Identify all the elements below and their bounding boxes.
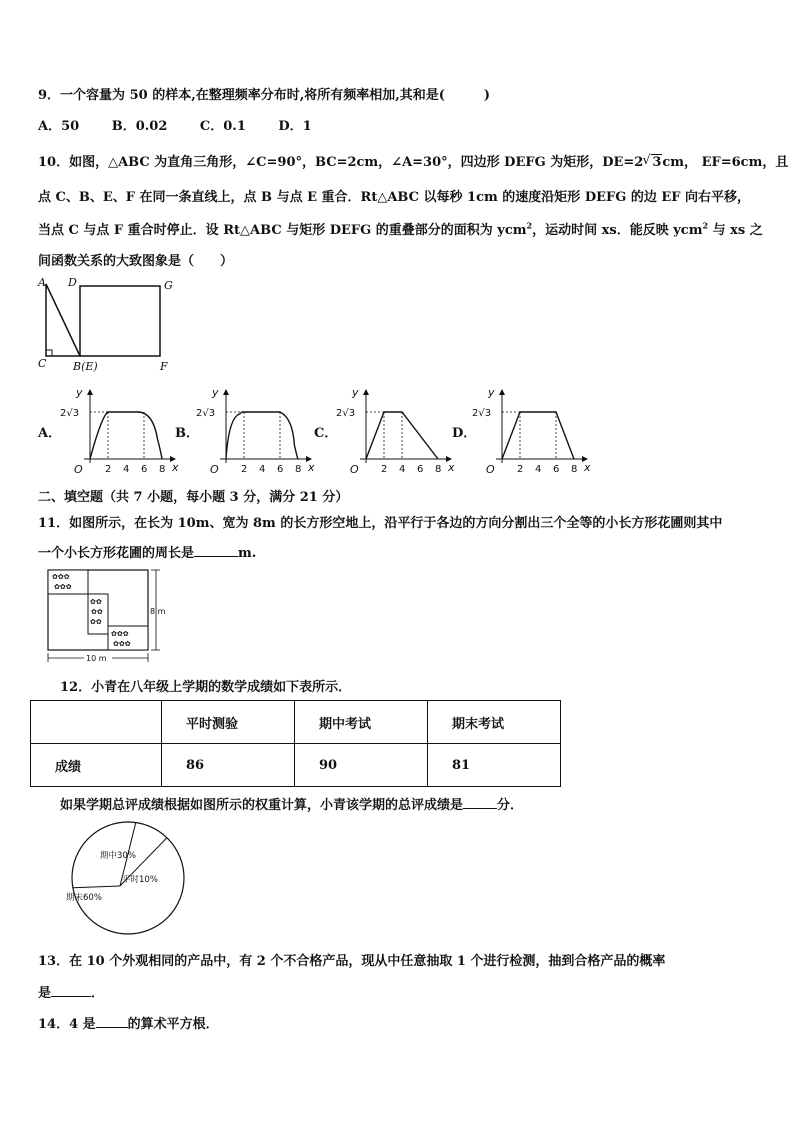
q10-figure (36, 276, 186, 374)
label-a: A (38, 276, 46, 289)
x-tick-label: 2 (517, 464, 524, 475)
q12-line2-text: 如果学期总评成绩根据如图所示的权重计算，小青该学期的总评成绩是 (60, 798, 464, 813)
q13-stem-line1: 13．在 10 个外观相同的产品中，有 2 个不合格产品，现从中任意抽取 1 个进行检测，抽到合格产品的概率 (38, 954, 666, 969)
answer-blank[interactable] (51, 984, 91, 997)
answer-blank[interactable] (463, 796, 497, 809)
y-axis-arrow (87, 389, 93, 395)
q10-sup2: 2 (702, 220, 709, 231)
x-tick-label: 8 (571, 464, 578, 475)
score-table (30, 700, 561, 787)
weight-pie-chart (58, 820, 198, 936)
x-tick-label: 2 (105, 464, 112, 475)
y-tick-label: 2√3 (472, 408, 492, 419)
sqrt-radicand: 3 (652, 155, 662, 170)
table-header-cell: 期中考试 (295, 701, 428, 744)
dim-width-label: 10 m (86, 654, 107, 663)
origin-label: O (486, 463, 495, 476)
x-tick-label: 8 (159, 464, 166, 475)
x-axis-label: x (172, 461, 179, 474)
x-tick-label: 2 (381, 464, 388, 475)
x-tick-label: 6 (277, 464, 284, 475)
q10-line1-tail: cm， EF=6cm，且 (662, 155, 789, 170)
q10-graph-b (196, 384, 316, 476)
answer-blank[interactable] (194, 544, 238, 557)
origin-label: O (74, 463, 83, 476)
svg-text:✿✿✿: ✿✿✿ (52, 573, 70, 581)
q10-sup1: 2 (526, 220, 533, 231)
x-tick-label: 2 (241, 464, 248, 475)
function-curve (90, 412, 162, 459)
q14-tail: 的算术平方根． (127, 1017, 219, 1032)
svg-text:✿✿: ✿✿ (91, 608, 103, 616)
svg-text:✿✿✿: ✿✿✿ (113, 640, 131, 648)
x-tick-label: 4 (259, 464, 266, 475)
table-header-cell (31, 701, 162, 744)
y-tick-label: 2√3 (336, 408, 356, 419)
x-tick-label: 4 (535, 464, 542, 475)
triangle-abc (46, 284, 80, 356)
svg-text:✿✿✿: ✿✿✿ (54, 583, 72, 591)
q10-line3-text: 当点 C 与点 F 重合时停止．设 Rt△ABC 与矩形 DEFG 的重叠部分的面积为 ycm (38, 223, 527, 238)
q10-stem-line4: 间函数关系的大致图象是（ ） (38, 254, 234, 269)
q10-option-b-label: B． (175, 426, 199, 441)
q11-stem-line1: 11．如图所示，在长为 10m、宽为 8m 的长方形空地上，沿平行于各边的方向分割出三个全等的小长方形花圃则其中 (38, 516, 723, 531)
x-tick-label: 6 (141, 464, 148, 475)
svg-text:✿✿✿: ✿✿✿ (111, 630, 129, 638)
y-axis-arrow (363, 389, 369, 395)
y-tick-label: 2√3 (196, 408, 216, 419)
table-header-row (31, 701, 561, 744)
x-tick-label: 8 (435, 464, 442, 475)
table-header-cell: 期末考试 (428, 701, 561, 744)
q9-option-d: D．1 (278, 119, 312, 134)
function-curve (366, 412, 438, 459)
q10-stem-line1 (38, 151, 788, 170)
pie-label-final: 期末60% (66, 893, 102, 903)
q13-line2-tail: ． (91, 986, 105, 1001)
section-title: 二、填空题（共 7 小题，每小题 3 分，满分 21 分） (38, 490, 349, 505)
x-axis-label: x (584, 461, 591, 474)
q12-question (60, 794, 523, 813)
q10-graph-d (472, 384, 592, 476)
right-angle-mark (46, 350, 52, 356)
pie-label-midterm: 期中30% (100, 851, 136, 861)
q10-line3-mid: ，运动时间 xs．能反映 ycm (532, 223, 703, 238)
y-axis-arrow (499, 389, 505, 395)
q10-stem-line2: 点 C、B、E、F 在同一条直线上，点 B 与点 E 重合．Rt△ABC 以每秒 1cm 的速度沿矩形 DEFG 的边 EF 向右平移， (38, 190, 751, 205)
q10-stem-line3 (38, 219, 763, 238)
label-g: G (164, 279, 173, 292)
q9-stem: 9．一个容量为 50 的样本,在整理频率分布时,将所有频率相加,其和是( ) (38, 88, 491, 103)
answer-blank[interactable] (96, 1015, 128, 1028)
sqrt-symbol (643, 155, 662, 170)
table-cell: 90 (295, 744, 428, 787)
q10-option-c-label: C． (314, 426, 338, 441)
x-axis-label: x (308, 461, 315, 474)
x-tick-label: 8 (295, 464, 302, 475)
q9-option-b: B．0.02 (111, 119, 168, 134)
label-be: B(E) (73, 360, 98, 373)
label-f: F (160, 360, 168, 373)
table-cell: 成绩 (31, 744, 162, 787)
q10-option-d-label: D． (452, 426, 477, 441)
table-cell: 86 (162, 744, 295, 787)
q9-option-a: A．50 (38, 119, 80, 134)
q11-stem-line2 (38, 542, 256, 561)
q9-option-c: C．0.1 (199, 119, 246, 134)
pie-label-daily: 平时10% (122, 875, 158, 885)
q11-garden-figure (40, 566, 170, 666)
origin-label: O (350, 463, 359, 476)
q14-stem (38, 1013, 219, 1032)
dim-height-label: 8 m (150, 607, 166, 616)
q10-option-a-label: A． (38, 426, 62, 441)
y-axis-label: y (352, 386, 359, 399)
function-curve (502, 412, 574, 459)
q13-line2-text: 是 (38, 986, 52, 1001)
x-tick-label: 6 (417, 464, 424, 475)
q10-graph-a (60, 384, 180, 476)
table-row (31, 744, 561, 787)
q13-stem-line2 (38, 982, 104, 1001)
x-tick-label: 6 (553, 464, 560, 475)
q12-line2-tail: 分． (497, 798, 524, 813)
q14-text: 14．4 是 (38, 1017, 96, 1032)
q11-line2-text: 一个小长方形花圃的周长是 (38, 546, 195, 561)
q9-options (38, 115, 340, 134)
q10-line3-tail: 与 xs 之 (708, 223, 763, 238)
q12-intro: 12．小青在八年级上学期的数学成绩如下表所示． (60, 680, 352, 695)
svg-text:✿✿: ✿✿ (90, 598, 102, 606)
x-axis-label: x (448, 461, 455, 474)
q10-graph-c (336, 384, 456, 476)
x-tick-label: 4 (123, 464, 130, 475)
y-axis-label: y (212, 386, 219, 399)
rectangle-defg (80, 286, 160, 356)
flower-pattern (52, 573, 131, 648)
y-axis-arrow (223, 389, 229, 395)
y-axis-label: y (488, 386, 495, 399)
svg-text:✿✿: ✿✿ (90, 618, 102, 626)
y-tick-label: 2√3 (60, 408, 80, 419)
x-tick-label: 4 (399, 464, 406, 475)
label-d: D (68, 276, 77, 289)
y-axis-label: y (76, 386, 83, 399)
function-curve (226, 412, 298, 459)
table-cell: 81 (428, 744, 561, 787)
q11-line2-tail: m. (238, 546, 257, 561)
q10-line1-text: 10．如图，△ABC 为直角三角形，∠C=90°，BC=2cm，∠A=30°，四边形 DEFG 为矩形，DE=2 (38, 155, 644, 170)
table-header-cell: 平时测验 (162, 701, 295, 744)
origin-label: O (210, 463, 219, 476)
label-c: C (38, 357, 47, 370)
